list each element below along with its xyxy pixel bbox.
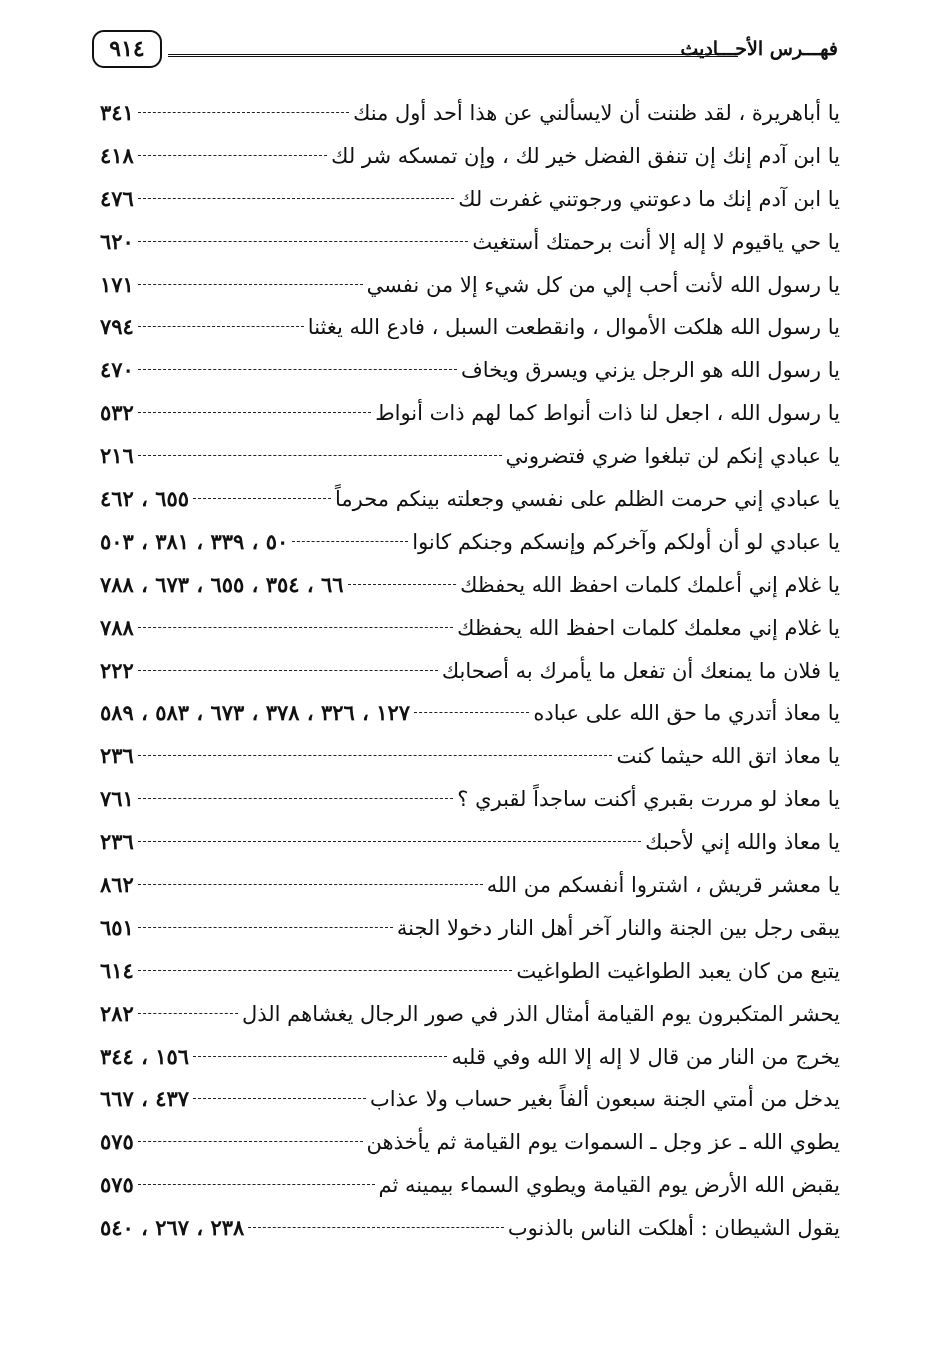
entry-text: يا ابن آدم إنك إن تنفق الفضل خير لك ، وإن تمسكه شر لك	[331, 143, 840, 168]
entry-page-numbers: ٦١٤	[100, 957, 134, 983]
entry-text: يا ابن آدم إنك ما دعوتني ورجوتني غفرت لك	[458, 186, 840, 211]
entry-text: يا معاذ لو مررت بقبري أكنت ساجداً لقبري ؟	[457, 787, 840, 812]
index-entry	[100, 349, 840, 392]
entry-page-numbers: ٥٠ ، ٣٣٩ ، ٣٨١ ، ٥٠٣	[100, 528, 289, 554]
index-entry	[100, 478, 840, 521]
dotted-leader	[292, 541, 408, 542]
header-rule	[168, 54, 738, 60]
dotted-leader	[138, 1184, 375, 1185]
dotted-leader	[138, 112, 349, 113]
index-entry	[100, 1207, 840, 1250]
entry-text: يا غلام إني معلمك كلمات احفظ الله يحفظك	[457, 615, 840, 640]
dotted-leader	[138, 670, 438, 671]
dotted-leader	[138, 970, 513, 971]
index-entry	[100, 907, 840, 950]
entry-text: يدخل من أمتي الجنة سبعون ألفاً بغير حساب ولا عذاب	[369, 1087, 840, 1112]
entry-text: يا فلان ما يمنعك أن تفعل ما يأمرك به أصحابك	[441, 658, 840, 683]
entry-page-numbers: ٥٣٢	[100, 400, 134, 426]
index-entry	[100, 650, 840, 693]
index-entry	[100, 692, 840, 735]
dotted-leader	[138, 455, 502, 456]
dotted-leader	[248, 1227, 503, 1228]
header-title: فهـــرس الأحـــاديث	[680, 38, 838, 60]
index-entry	[100, 821, 840, 864]
index-entry	[100, 392, 840, 435]
entry-page-numbers: ٤٣٧ ، ٦٦٧	[100, 1086, 190, 1112]
entry-page-numbers: ١٢٧ ، ٣٢٦ ، ٣٧٨ ، ٦٧٣ ، ٥٨٣ ، ٥٨٩	[100, 700, 411, 726]
index-entry	[100, 1036, 840, 1079]
index-entry	[100, 1078, 840, 1121]
index-entry	[100, 778, 840, 821]
index-entry	[100, 564, 840, 607]
entry-text: يبقى رجل بين الجنة والنار آخر أهل النار دخولا الجنة	[396, 915, 840, 940]
entry-page-numbers: ٦٢٠	[100, 228, 134, 254]
index-entry	[100, 1121, 840, 1164]
entry-text: يتبع من كان يعبد الطواغيت الطواغيت	[516, 958, 840, 983]
dotted-leader	[138, 369, 457, 370]
entry-text: يا عبادي إنكم لن تبلغوا ضري فتضروني	[505, 444, 840, 469]
index-entry	[100, 521, 840, 564]
entry-text: يا رسول الله هو الرجل يزني ويسرق ويخاف	[461, 358, 840, 383]
entry-text: يا عبادي إني حرمت الظلم على نفسي وجعلته بينكم محرماً	[334, 487, 840, 512]
entry-page-numbers: ١٥٦ ، ٣٤٤	[100, 1043, 190, 1069]
index-entry	[100, 92, 840, 135]
entry-page-numbers: ٣٤١	[100, 100, 134, 125]
dotted-leader	[138, 841, 641, 842]
dotted-leader	[138, 412, 371, 413]
entry-text: يا رسول الله هلكت الأموال ، وانقطعت السبل ، فادع الله يغثنا	[307, 315, 840, 340]
dotted-leader	[138, 326, 304, 327]
index-entry	[100, 864, 840, 907]
entry-page-numbers: ٢١٦	[100, 443, 134, 469]
dotted-leader	[138, 927, 393, 928]
entry-page-numbers: ٢٣٨ ، ٢٦٧ ، ٥٤٠	[100, 1215, 245, 1241]
index-entry	[100, 135, 840, 178]
entry-text: يا معشر قريش ، اشتروا أنفسكم من الله	[486, 873, 840, 898]
entry-page-numbers: ٥٧٥	[100, 1172, 134, 1198]
entry-text: يا رسول الله ، اجعل لنا ذات أنواط كما لهم ذات أنواط	[375, 401, 840, 426]
dotted-leader	[138, 755, 613, 756]
index-entry	[100, 607, 840, 650]
entry-text: يا حي ياقيوم لا إله إلا أنت برحمتك أستغيث	[472, 229, 840, 254]
entry-page-numbers: ٤٧٠	[100, 357, 134, 383]
entry-text: يا معاذ اتق الله حيثما كنت	[616, 744, 840, 769]
dotted-leader	[138, 1141, 363, 1142]
dotted-leader	[138, 198, 454, 199]
dotted-leader	[138, 284, 363, 285]
dotted-leader	[138, 241, 469, 242]
index-entry	[100, 178, 840, 221]
index-entry	[100, 264, 840, 307]
entry-page-numbers: ٧٩٤	[100, 314, 134, 340]
entry-page-numbers: ٢٢٢	[100, 657, 134, 683]
dotted-leader	[138, 884, 483, 885]
entry-text: يا معاذ والله إني لأحبك	[645, 830, 840, 855]
page-header	[92, 30, 838, 74]
entry-text: يا معاذ أتدري ما حق الله على عباده	[533, 701, 840, 726]
entry-page-numbers: ٨٦٢	[100, 872, 134, 898]
dotted-leader	[193, 1098, 366, 1099]
dotted-leader	[193, 498, 331, 499]
entry-page-numbers: ٢٨٢	[100, 1000, 134, 1026]
entry-page-numbers: ٧٨٨	[100, 614, 134, 640]
index-entry	[100, 993, 840, 1036]
entry-page-numbers: ٢٣٦	[100, 829, 134, 855]
entry-page-numbers: ٤١٨	[100, 142, 134, 168]
index-entry	[100, 735, 840, 778]
index-entry	[100, 306, 840, 349]
entry-text: يا غلام إني أعلمك كلمات احفظ الله يحفظك	[460, 572, 840, 597]
entry-text: يطوي الله ـ عز وجل ـ السموات يوم القيامة ثم يأخذهن	[366, 1130, 840, 1155]
entry-text: يقبض الله الأرض يوم القيامة ويطوي السماء بيمينه ثم	[378, 1173, 840, 1198]
dotted-leader	[414, 712, 529, 713]
dotted-leader	[193, 1056, 447, 1057]
entry-page-numbers: ٦٥٥ ، ٤٦٢	[100, 486, 190, 512]
entry-text: يا رسول الله لأنت أحب إلي من كل شيء إلا من نفسي	[366, 272, 840, 297]
dotted-leader	[138, 1013, 238, 1014]
entry-text: يقول الشيطان : أهلكت الناس بالذنوب	[507, 1216, 840, 1241]
entry-page-numbers: ٤٧٦	[100, 185, 134, 211]
index-entry	[100, 950, 840, 993]
hadith-index-list	[100, 92, 840, 1250]
entry-page-numbers: ٧٦١	[100, 786, 134, 812]
index-entry	[100, 1164, 840, 1207]
entry-page-numbers: ٦٦ ، ٣٥٤ ، ٦٥٥ ، ٦٧٣ ، ٧٨٨	[100, 571, 344, 597]
index-entry	[100, 221, 840, 264]
dotted-leader	[138, 798, 453, 799]
page-number: ٩١٤	[92, 30, 162, 68]
entry-text: يخرج من النار من قال لا إله إلا الله وفي قلبه	[451, 1044, 840, 1069]
entry-page-numbers: ٦٥١	[100, 914, 134, 940]
entry-page-numbers: ٢٣٦	[100, 743, 134, 769]
dotted-leader	[348, 584, 457, 585]
entry-text: يا أباهريرة ، لقد ظننت أن لايسألني عن هذا أحد أول منك	[353, 101, 840, 125]
index-entry	[100, 435, 840, 478]
dotted-leader	[138, 155, 327, 156]
entry-text: يحشر المتكبرون يوم القيامة أمثال الذر في صور الرجال يغشاهم الذل	[241, 1001, 840, 1026]
entry-page-numbers: ١٧١	[100, 271, 134, 297]
entry-page-numbers: ٥٧٥	[100, 1129, 134, 1155]
dotted-leader	[138, 627, 453, 628]
entry-text: يا عبادي لو أن أولكم وآخركم وإنسكم وجنكم كانوا	[412, 529, 840, 554]
